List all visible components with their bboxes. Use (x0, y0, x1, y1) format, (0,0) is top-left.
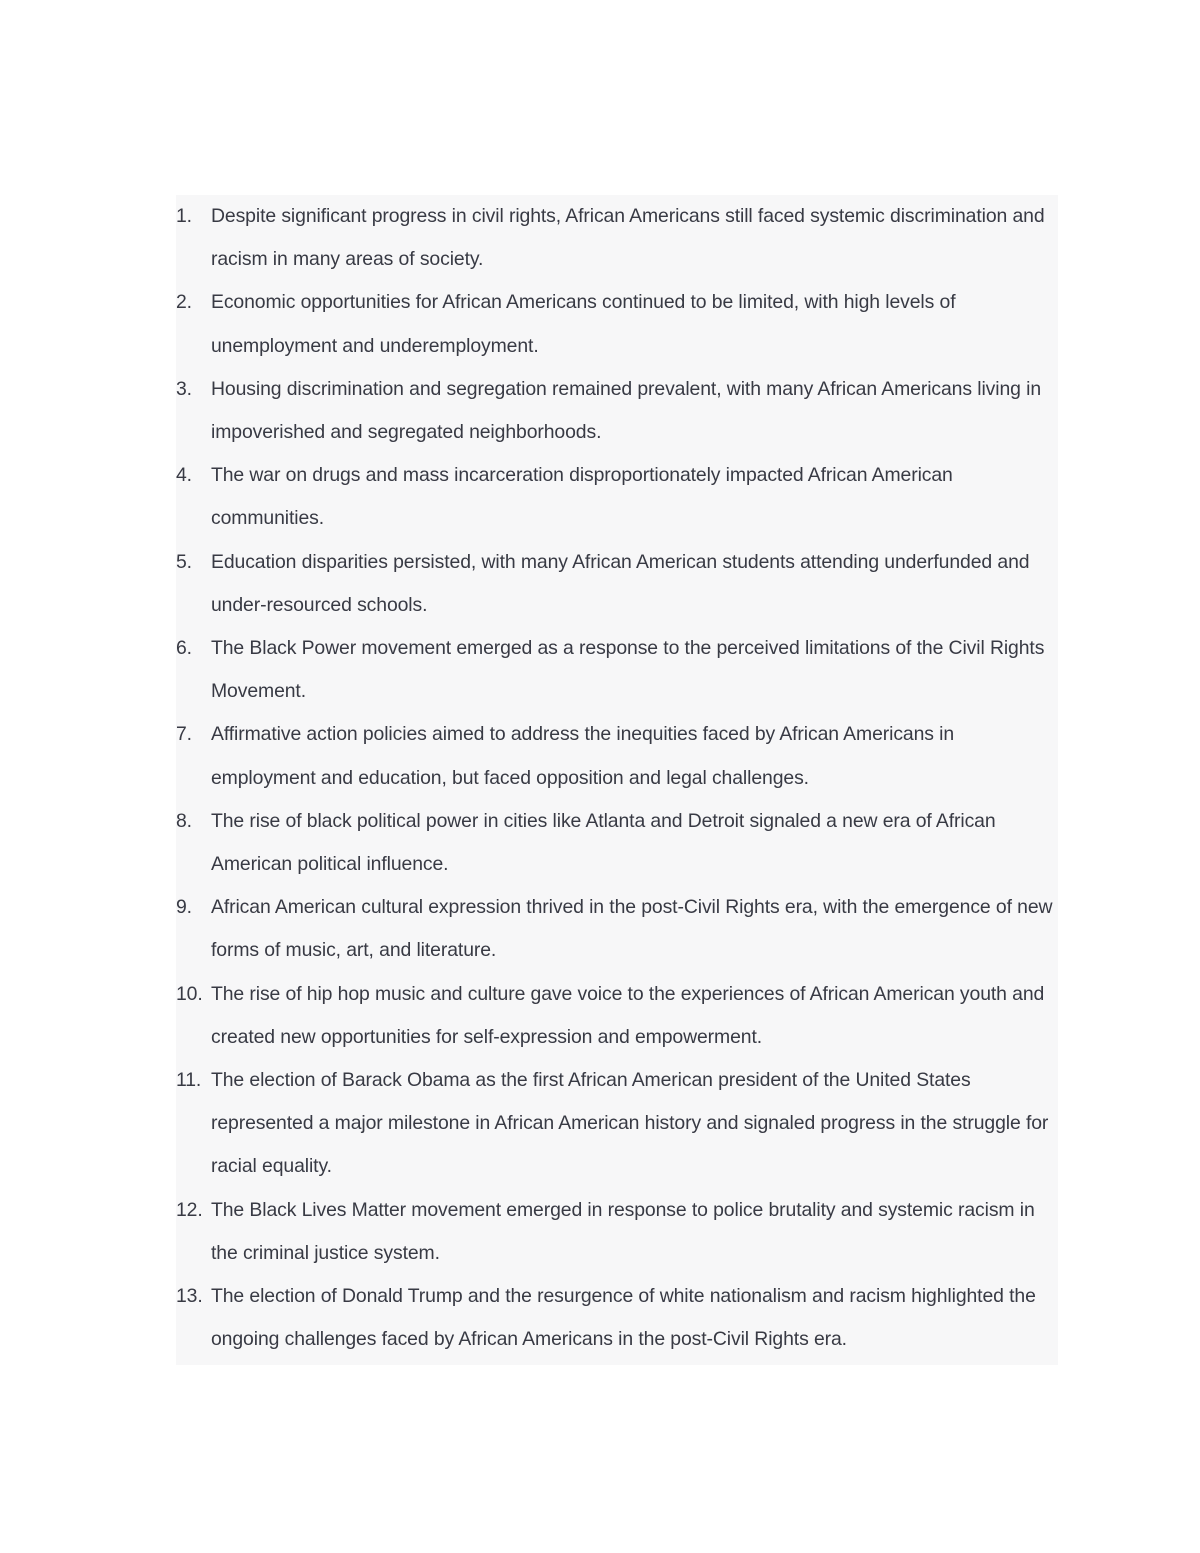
list-item-number: 11. (176, 1069, 202, 1092)
list-item-number: 9. (176, 896, 192, 919)
list-item-number: 8. (176, 809, 192, 832)
list-item (176, 454, 1058, 540)
numbered-list-panel (176, 195, 1058, 1365)
list-item-number: 5. (176, 550, 192, 573)
list-item (176, 713, 1058, 799)
list-item-number: 10. (176, 982, 203, 1005)
list-item (176, 800, 1058, 886)
list-item-number: 7. (176, 723, 192, 746)
list-item-text: The Black Power movement emerged as a response to the perceived limitations of the Civil Rights Movement. (211, 637, 1045, 703)
list-item (176, 1059, 1058, 1189)
list-item-text: The election of Barack Obama as the first African American president of the United States represented a major milestone in African American history and signaled progress in the struggle for racial equality. (211, 1069, 1049, 1178)
list-item-number: 2. (176, 291, 192, 314)
list-item-number: 3. (176, 377, 192, 400)
list-item-text: Economic opportunities for African Americans continued to be limited, with high levels of unemployment and underemployment. (211, 291, 956, 357)
list-item (176, 368, 1058, 454)
list-item-text: The rise of black political power in cities like Atlanta and Detroit signaled a new era of African American political influence. (211, 809, 996, 876)
list-item-number: 4. (176, 464, 192, 487)
list-item-text: Education disparities persisted, with many African American students attending underfunded and under-resourced schools. (211, 550, 1030, 616)
list-item-text: The rise of hip hop music and culture gave voice to the experiences of African American youth and created new opportunities for self-expression and empowerment. (211, 982, 1045, 1048)
list-item-number: 6. (176, 637, 192, 660)
list-item-text: The Black Lives Matter movement emerged in response to police brutality and systemic racism in the criminal justice system. (211, 1198, 1035, 1264)
list-item-text: African American cultural expression thrived in the post-Civil Rights era, with the emergence of new forms of music, art, and literature. (211, 896, 1053, 962)
list-item (176, 281, 1058, 367)
list-item (176, 195, 1058, 281)
list-item-text: Affirmative action policies aimed to address the inequities faced by African Americans in employment and education, but faced opposition and legal challenges. (211, 723, 955, 789)
list-item-number: 13. (176, 1285, 203, 1308)
list-item (176, 973, 1058, 1059)
list-item (176, 541, 1058, 627)
list-item (176, 627, 1058, 713)
list-item (176, 1275, 1058, 1361)
numbered-list (176, 195, 1058, 1361)
list-item-number: 1. (176, 205, 192, 227)
list-item-text: The war on drugs and mass incarceration disproportionately impacted African American communities. (211, 464, 953, 530)
list-item (176, 886, 1058, 972)
list-item-text: Despite significant progress in civil rights, African Americans still faced systemic discrimination and racism in many areas of society. (211, 205, 1045, 271)
list-item-number: 12. (176, 1198, 203, 1221)
list-item-text: Housing discrimination and segregation remained prevalent, with many African Americans living in impoverished and segregated neighborhoods. (211, 377, 1042, 444)
list-item (176, 1189, 1058, 1275)
list-item-text: The election of Donald Trump and the resurgence of white nationalism and racism highlighted the ongoing challenges faced by African Americans in the post-Civil Rights era. (211, 1285, 1036, 1351)
